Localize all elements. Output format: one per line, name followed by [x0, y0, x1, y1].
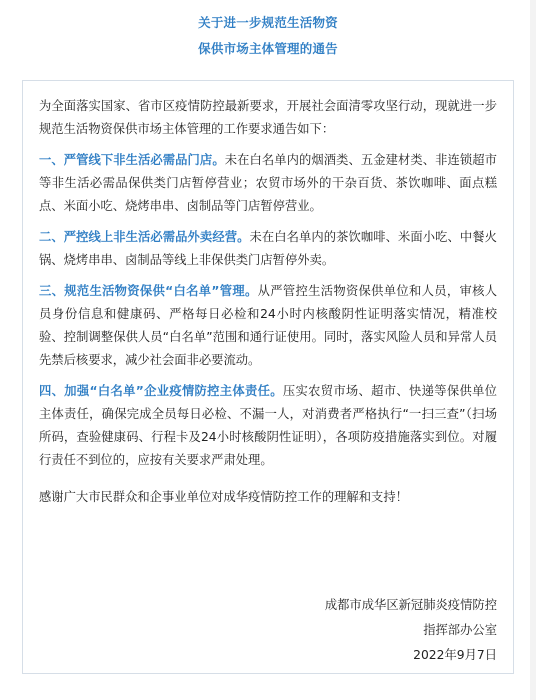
right-edge-strip: [530, 0, 536, 700]
section-1-text: 未在白名单内的烟酒类、五金建材类、非连锁超市等非生活必需品保供类门店暂停营业；农贸市场外的干杂百货、茶饮咖啡、面点糕点、米面小吃、烧烤串串、卤制品等门店暂停营业。: [39, 153, 497, 213]
thanks-paragraph: 感谢广大市民群众和企事业单位对成华疫情防控工作的理解和支持！: [39, 490, 408, 504]
notice-title: [22, 10, 514, 62]
signature-block: [325, 593, 497, 668]
section-2-heading: 二、严控线上非生活必需品外卖经营。: [39, 230, 250, 244]
section-4-heading: 四、加强“白名单”企业疫情防控主体责任。: [39, 384, 283, 398]
section-4: [39, 380, 497, 472]
title-line-2: 保供市场主体管理的通告: [198, 41, 338, 56]
section-2: [39, 226, 497, 272]
section-3-text: 从严管控生活物资保供单位和人员，审核人员身份信息和健康码、严格每日必检和24小时内核酸阴性证明落实情况，精准校验、控制调整保供人员“白名单”范围和通行证使用。同时，落实风险人员和异常人员先禁后核要求，减少社会面非必要流动。: [39, 284, 497, 367]
section-3-heading: 三、规范生活物资保供“白名单”管理。: [39, 284, 258, 298]
section-1: [39, 149, 497, 218]
notice-body: [22, 80, 514, 674]
title-line-1: 关于进一步规范生活物资: [198, 15, 338, 30]
intro-paragraph: 为全面落实国家、省市区疫情防控最新要求，开展社会面清零攻坚行动，现就进一步规范生活物资保供市场主体管理的工作要求通告如下：: [39, 99, 497, 136]
section-4-text: 压实农贸市场、超市、快递等保供单位主体责任，确保完成全员每日必检、不漏一人，对消费者严格执行“一扫三查”（扫场所码，查验健康码、行程卡及24小时核酸阴性证明），各项防疫措施落实到位。对履行责任不到位的，应按有关要求严肃处理。: [39, 384, 497, 467]
section-1-heading: 一、严管线下非生活必需品门店。: [39, 153, 225, 167]
signature-org-line-2: 指挥部办公室: [423, 623, 497, 637]
section-3: [39, 280, 497, 372]
signature-org-line-1: 成都市成华区新冠肺炎疫情防控: [324, 598, 497, 612]
signature-date: 2022年9月7日: [413, 648, 497, 662]
section-2-text: 未在白名单内的茶饮咖啡、米面小吃、中餐火锅、烧烤串串、卤制品等线上非保供类门店暂停外卖。: [39, 230, 497, 267]
